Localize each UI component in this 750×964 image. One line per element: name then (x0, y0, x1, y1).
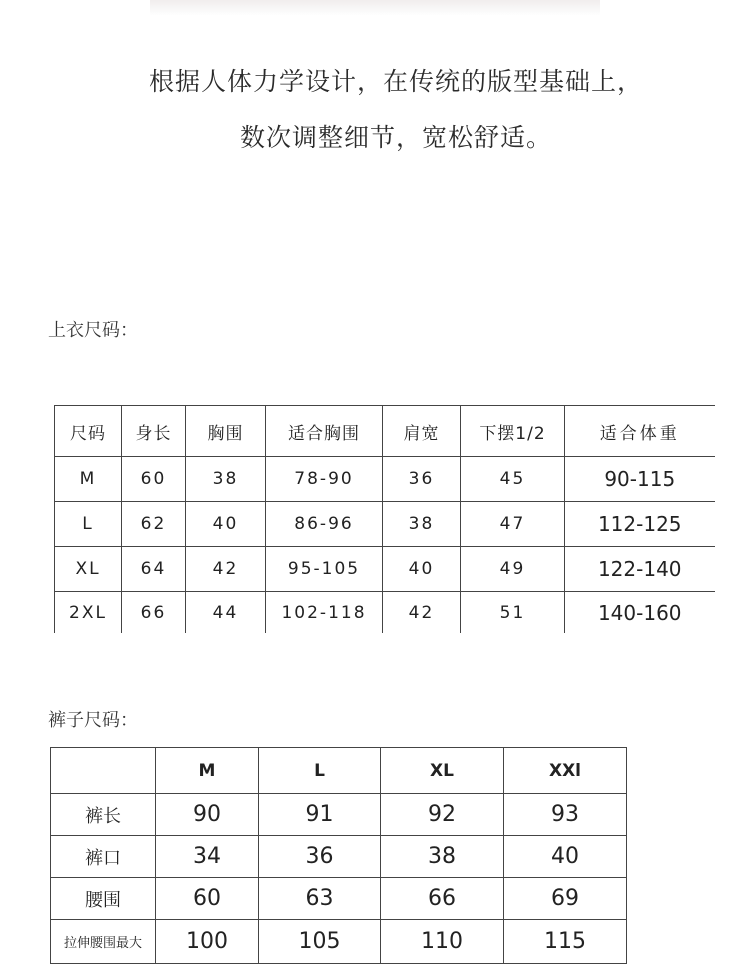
header-cell: 适合体重 (565, 406, 715, 457)
table-cell: 105 (259, 920, 381, 964)
table-cell: 63 (259, 878, 381, 920)
table-cell: XL (55, 547, 122, 592)
header-cell: 肩宽 (383, 406, 461, 457)
table-cell: M (55, 457, 122, 502)
table-row (55, 502, 715, 547)
table-cell: L (55, 502, 122, 547)
table-header-row (55, 406, 715, 457)
table-row (51, 836, 627, 878)
table-row (55, 457, 715, 502)
table-cell: 44 (186, 592, 266, 634)
table-cell: 92 (381, 794, 504, 836)
table-cell: 40 (504, 836, 627, 878)
table-row (55, 592, 715, 634)
top-size-table (54, 405, 715, 633)
table-cell: 34 (156, 836, 259, 878)
table-cell: 69 (504, 878, 627, 920)
table-cell: 62 (122, 502, 186, 547)
top-image-edge (150, 0, 600, 16)
header-cell: M (156, 748, 259, 794)
header-cell: L (259, 748, 381, 794)
table-cell: 60 (122, 457, 186, 502)
table-row (51, 920, 627, 964)
row-label-cell: 裤口 (51, 836, 156, 878)
header-cell: 下摆1/2 (461, 406, 565, 457)
table-cell: 95-105 (266, 547, 383, 592)
table-cell: 38 (383, 502, 461, 547)
table-cell: 112-125 (565, 502, 715, 547)
header-cell: 尺码 (55, 406, 122, 457)
table-row (51, 794, 627, 836)
table-cell: 47 (461, 502, 565, 547)
intro-line-2: 数次调整细节，宽松舒适。 (239, 123, 552, 152)
table-cell: 42 (186, 547, 266, 592)
table-cell: 66 (381, 878, 504, 920)
bottom-size-label: 裤子尺码： (48, 710, 138, 731)
table-cell: 93 (504, 794, 627, 836)
table-row (51, 878, 627, 920)
table-cell: 90 (156, 794, 259, 836)
header-cell: 身长 (122, 406, 186, 457)
row-label-cell: 裤长 (51, 794, 156, 836)
table-cell: 64 (122, 547, 186, 592)
table-cell: 100 (156, 920, 259, 964)
table-cell: 36 (383, 457, 461, 502)
table-cell: 78-90 (266, 457, 383, 502)
table-header-row (51, 748, 627, 794)
table-cell: 90-115 (565, 457, 715, 502)
table-cell: 122-140 (565, 547, 715, 592)
row-label-cell: 拉伸腰围最大 (51, 920, 156, 964)
table-cell: 60 (156, 878, 259, 920)
table-row (55, 547, 715, 592)
bottom-size-table (50, 747, 627, 964)
table-cell: 91 (259, 794, 381, 836)
header-cell: 胸围 (186, 406, 266, 457)
table-cell: 40 (383, 547, 461, 592)
table-cell: 42 (383, 592, 461, 634)
header-cell: XXl (504, 748, 627, 794)
table-cell: 36 (259, 836, 381, 878)
top-size-label: 上衣尺码： (48, 320, 138, 341)
table-cell: 110 (381, 920, 504, 964)
table-cell: 102-118 (266, 592, 383, 634)
header-cell: XL (381, 748, 504, 794)
table-cell: 38 (186, 457, 266, 502)
table-cell: 49 (461, 547, 565, 592)
table-cell: 140-160 (565, 592, 715, 634)
table-cell: 40 (186, 502, 266, 547)
intro-text (0, 58, 750, 170)
header-cell: 适合胸围 (266, 406, 383, 457)
table-cell: 38 (381, 836, 504, 878)
header-cell (51, 748, 156, 794)
table-cell: 86-96 (266, 502, 383, 547)
table-cell: 51 (461, 592, 565, 634)
intro-line-1: 根据人体力学设计，在传统的版型基础上， (148, 67, 643, 96)
table-cell: 2XL (55, 592, 122, 634)
row-label-cell: 腰围 (51, 878, 156, 920)
table-cell: 45 (461, 457, 565, 502)
table-cell: 115 (504, 920, 627, 964)
table-cell: 66 (122, 592, 186, 634)
